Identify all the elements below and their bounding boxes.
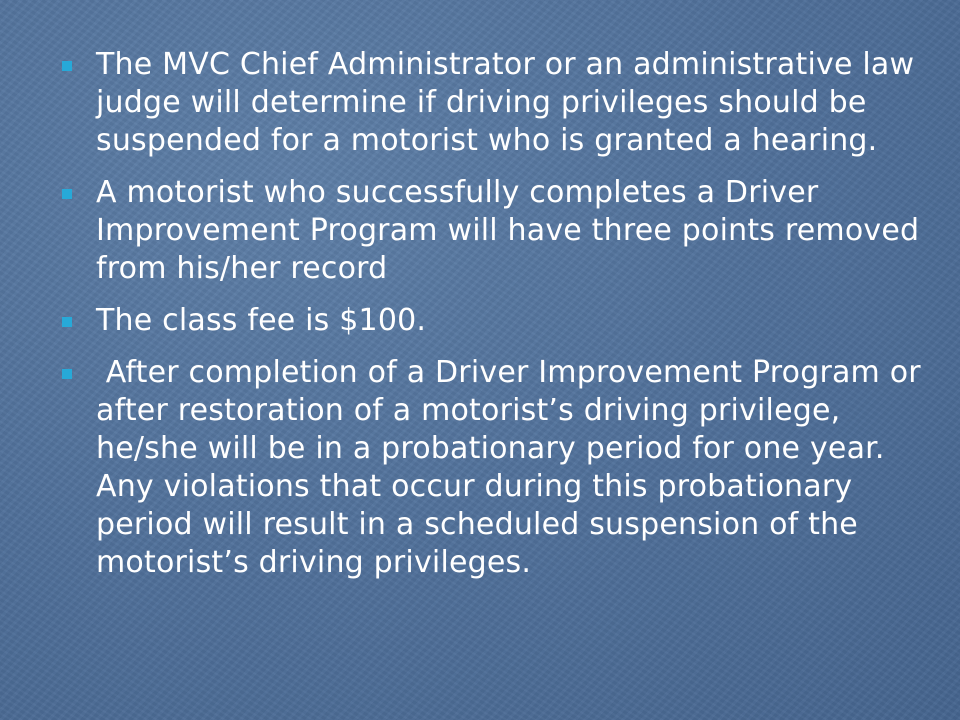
- bullet-item-class-fee: [60, 302, 940, 340]
- bullet-list: [60, 46, 940, 596]
- bullet-text: A motorist who successfully completes a Driver Improvement Program will have three points removed from his/her record: [96, 175, 920, 286]
- square-bullet-icon: [62, 61, 72, 71]
- bullet-item-hearing: [60, 46, 940, 160]
- bullet-text: The MVC Chief Administrator or an administrative law judge will determine if driving privileges should be suspended for a motorist who is granted a hearing.: [96, 47, 915, 158]
- square-bullet-icon: [62, 369, 72, 379]
- bullet-text: After completion of a Driver Improvement Program or after restoration of a motorist’s driving privilege, he/she will be in a probationary period for one year. Any violations that occur during this probationary period will result in a scheduled suspension of the motorist’s driving privileges.: [96, 355, 931, 580]
- square-bullet-icon: [62, 189, 72, 199]
- square-bullet-icon: [62, 317, 72, 327]
- bullet-item-points-removed: [60, 174, 940, 288]
- bullet-text: The class fee is $100.: [96, 303, 427, 338]
- bullet-item-probation: [60, 354, 940, 582]
